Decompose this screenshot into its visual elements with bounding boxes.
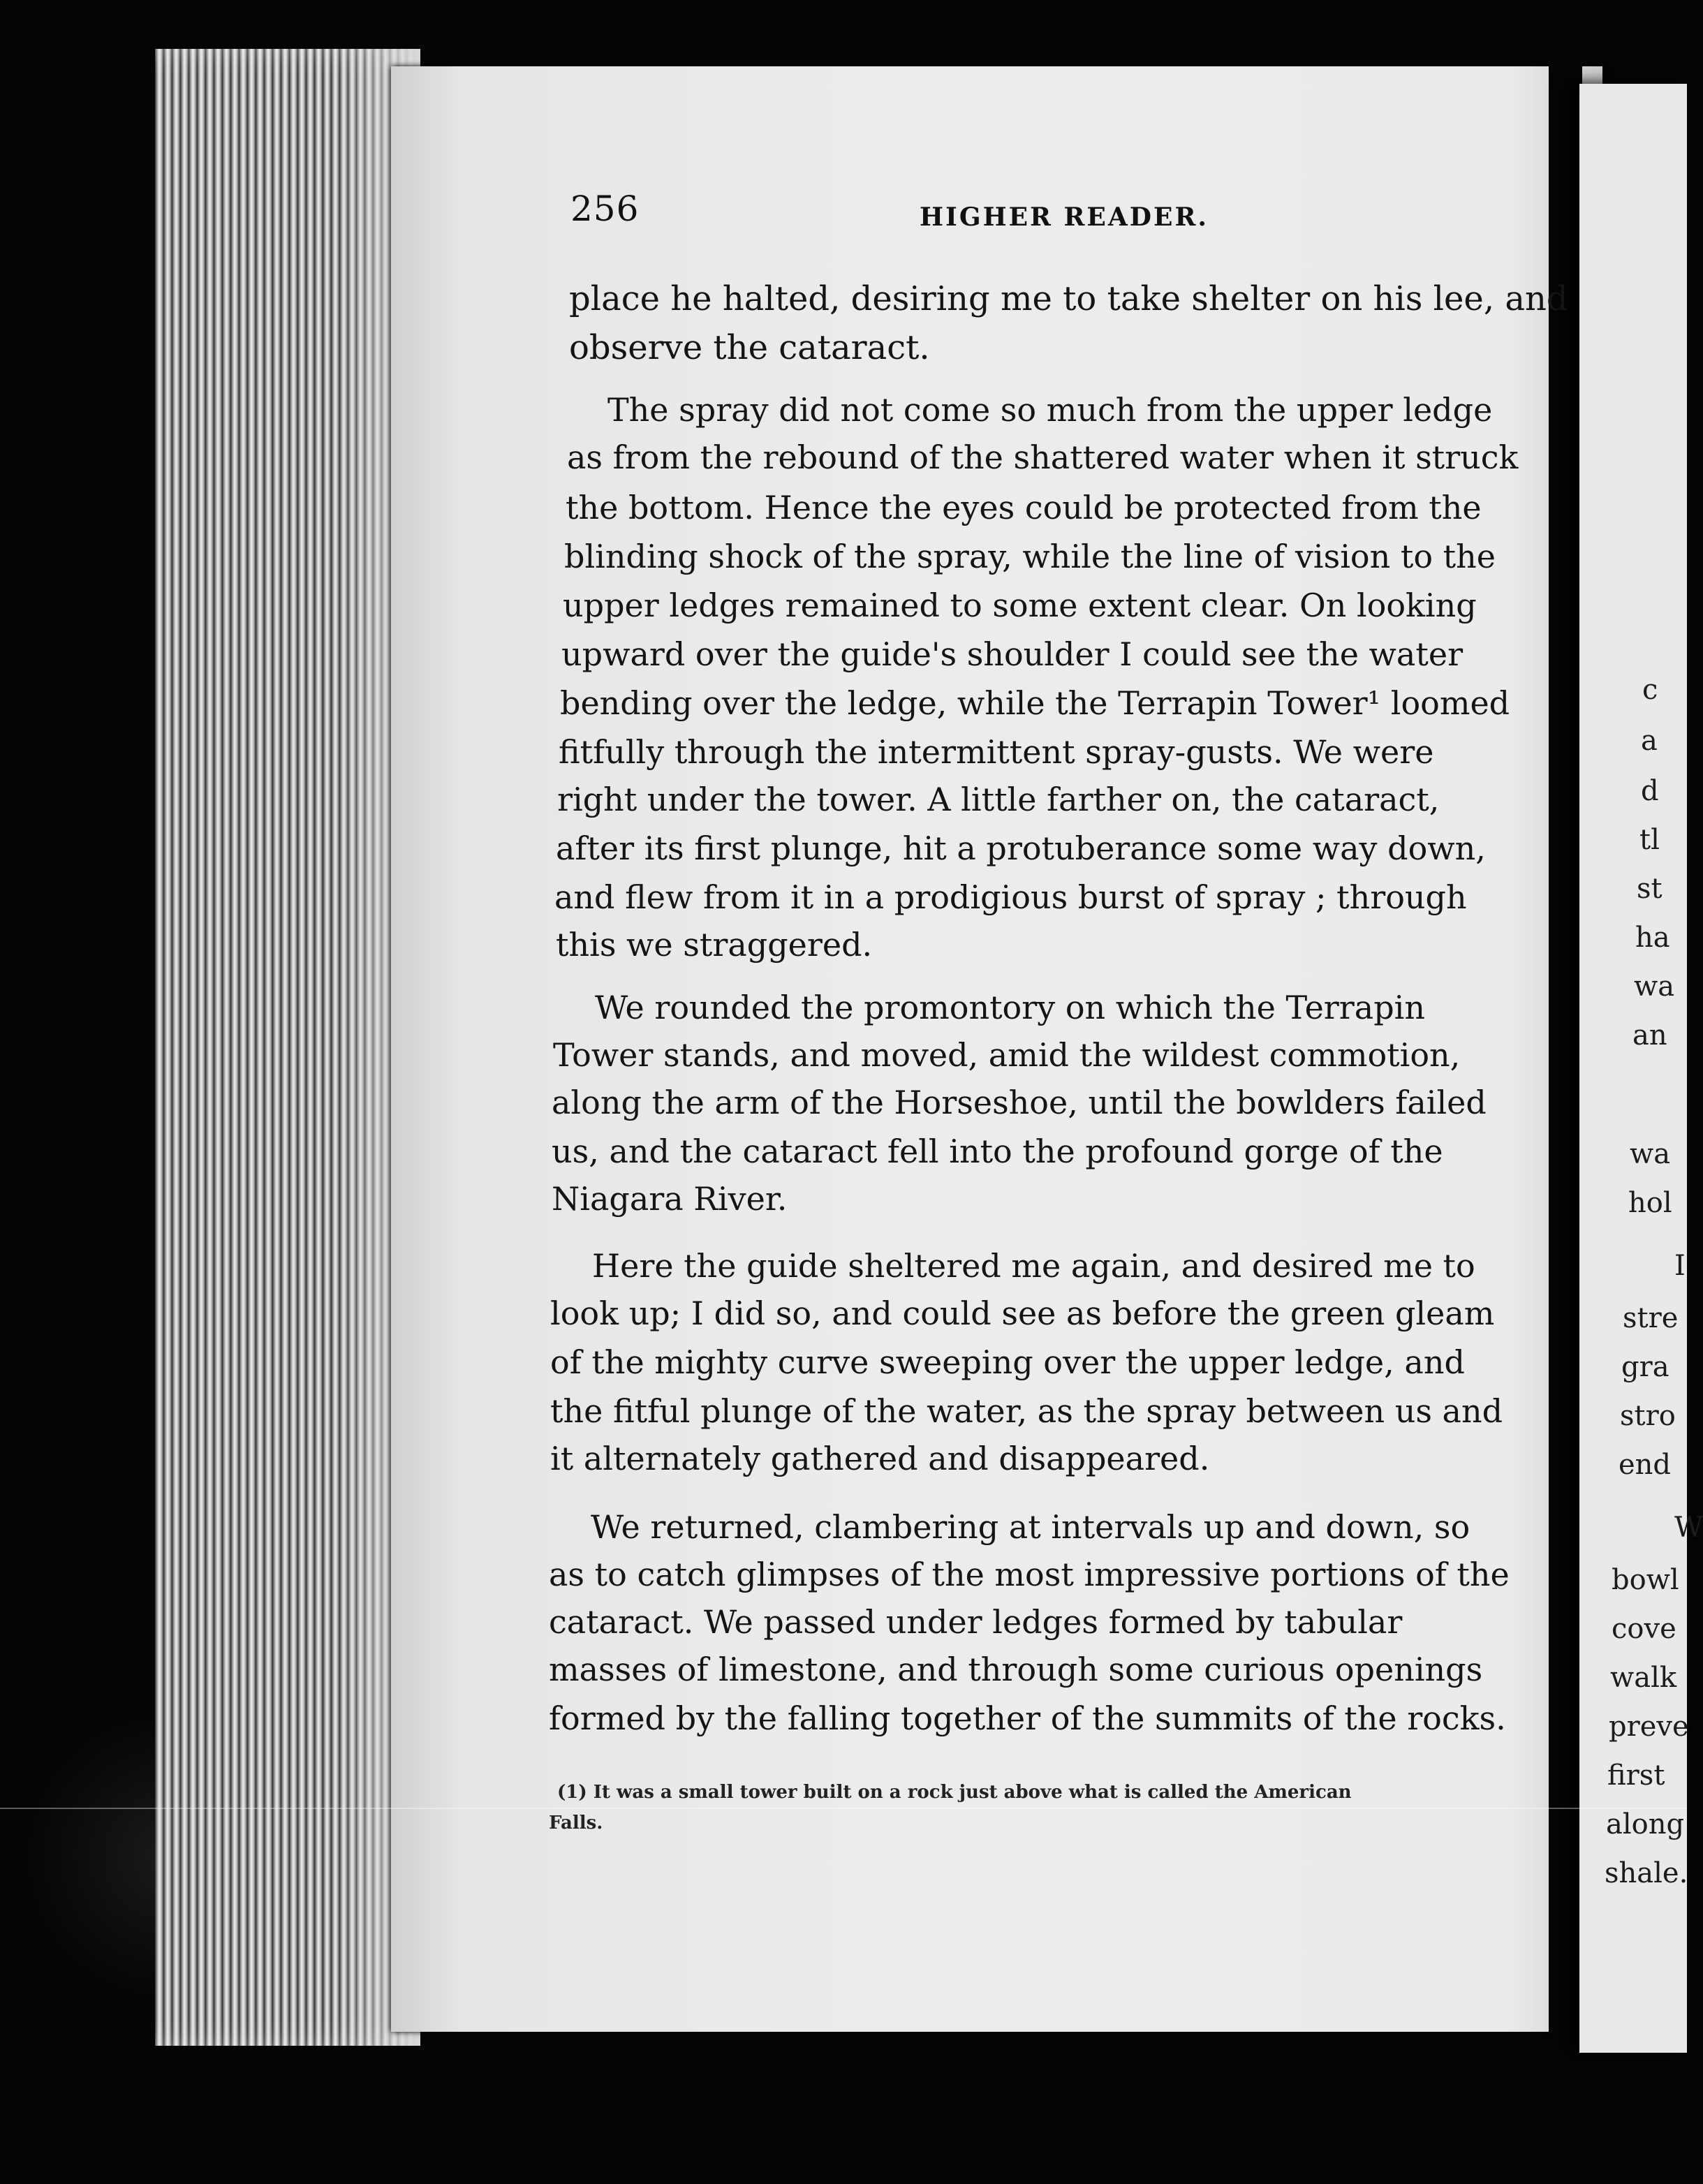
footnote-line: (1) It was a small tower built on a rock just above what is called the American [557,1782,1352,1803]
page-header [570,189,1543,244]
text-line: We returned, clambering at intervals up and down, so [591,1508,1470,1546]
text-line: after its first plunge, hit a protuberance some way down, [556,829,1486,867]
facing-fragment: d [1641,775,1659,807]
facing-fragment: gra [1621,1351,1669,1383]
facing-fragment: ha [1635,922,1670,954]
text-line: this we straggered. [556,926,873,964]
scan-artifact-line [0,1808,1687,1809]
facing-fragment: I [1674,1250,1686,1282]
facing-fragment: an [1632,1019,1667,1052]
text-line: Tower stands, and moved, amid the wildest commotion, [553,1036,1461,1074]
text-line: of the mighty curve sweeping over the upper ledge, and [550,1343,1465,1381]
facing-fragment: walk [1610,1662,1677,1694]
facing-fragment: a [1641,725,1658,757]
facing-fragment: wa [1634,971,1675,1003]
facing-fragment: bowl [1612,1564,1679,1596]
book-page-edges [155,49,420,2046]
text-line: and flew from it in a prodigious burst of spray ; through [554,878,1467,916]
facing-page [1579,84,1703,2053]
facing-fragment: wa [1630,1138,1671,1170]
text-line: Niagara River. [552,1180,788,1218]
text-line: masses of limestone, and through some curious openings [549,1651,1483,1688]
text-line: us, and the cataract fell into the profound gorge of the [552,1132,1443,1170]
text-line: Here the guide sheltered me again, and desired me to [592,1247,1475,1285]
text-line: formed by the falling together of the summits of the rocks. [549,1699,1506,1737]
running-head: HIGHER READER. [920,202,1209,232]
book-gutter [1549,63,1582,2053]
facing-fragment: c [1642,674,1658,706]
text-line: cataract. We passed under ledges formed by tabular [549,1603,1403,1641]
facing-fragment: preve [1609,1711,1689,1743]
facing-fragment: tl [1639,824,1660,856]
facing-fragment: stro [1620,1400,1676,1432]
facing-fragment: shale. [1605,1857,1688,1889]
facing-fragment: along [1606,1808,1685,1840]
facing-fragment: end [1619,1449,1672,1481]
text-line: place he halted, desiring me to take shelter on his lee, and [569,279,1568,318]
text-line: upper ledges remained to some extent clear. On looking [563,586,1477,624]
page-number: 256 [570,189,640,229]
facing-fragment: st [1637,873,1663,905]
facing-fragment: cove [1612,1613,1676,1645]
text-line: look up; I did so, and could see as before the green gleam [550,1294,1495,1332]
facing-fragment: first [1607,1759,1665,1792]
text-line: The spray did not come so much from the upper ledge [607,391,1493,429]
facing-fragment: W [1674,1512,1703,1544]
text-line: fitfully through the intermittent spray-gusts. We were [559,733,1434,771]
text-line: right under the tower. A little farther on, the cataract, [557,781,1440,818]
text-line: as to catch glimpses of the most impressive portions of the [549,1556,1510,1593]
text-line: the bottom. Hence the eyes could be protected from the [566,489,1482,526]
text-line: We rounded the promontory on which the Terrapin [595,989,1425,1026]
text-line: it alternately gathered and disappeared. [550,1440,1210,1477]
text-line: along the arm of the Horseshoe, until the bowlders failed [552,1084,1487,1121]
text-line: blinding shock of the spray, while the line of vision to the [564,538,1496,575]
text-line: the fitful plunge of the water, as the spray between us and [550,1392,1503,1430]
text-line: as from the rebound of the shattered water when it struck [567,438,1519,476]
text-line: upward over the guide's shoulder I could see the water [561,635,1464,673]
facing-fragment: hol [1628,1187,1672,1219]
text-line: bending over the ledge, while the Terrapin Tower¹ loomed [560,684,1510,722]
facing-fragment: stre [1623,1302,1679,1334]
footnote-line: Falls. [549,1813,603,1833]
text-line: observe the cataract. [569,328,930,367]
